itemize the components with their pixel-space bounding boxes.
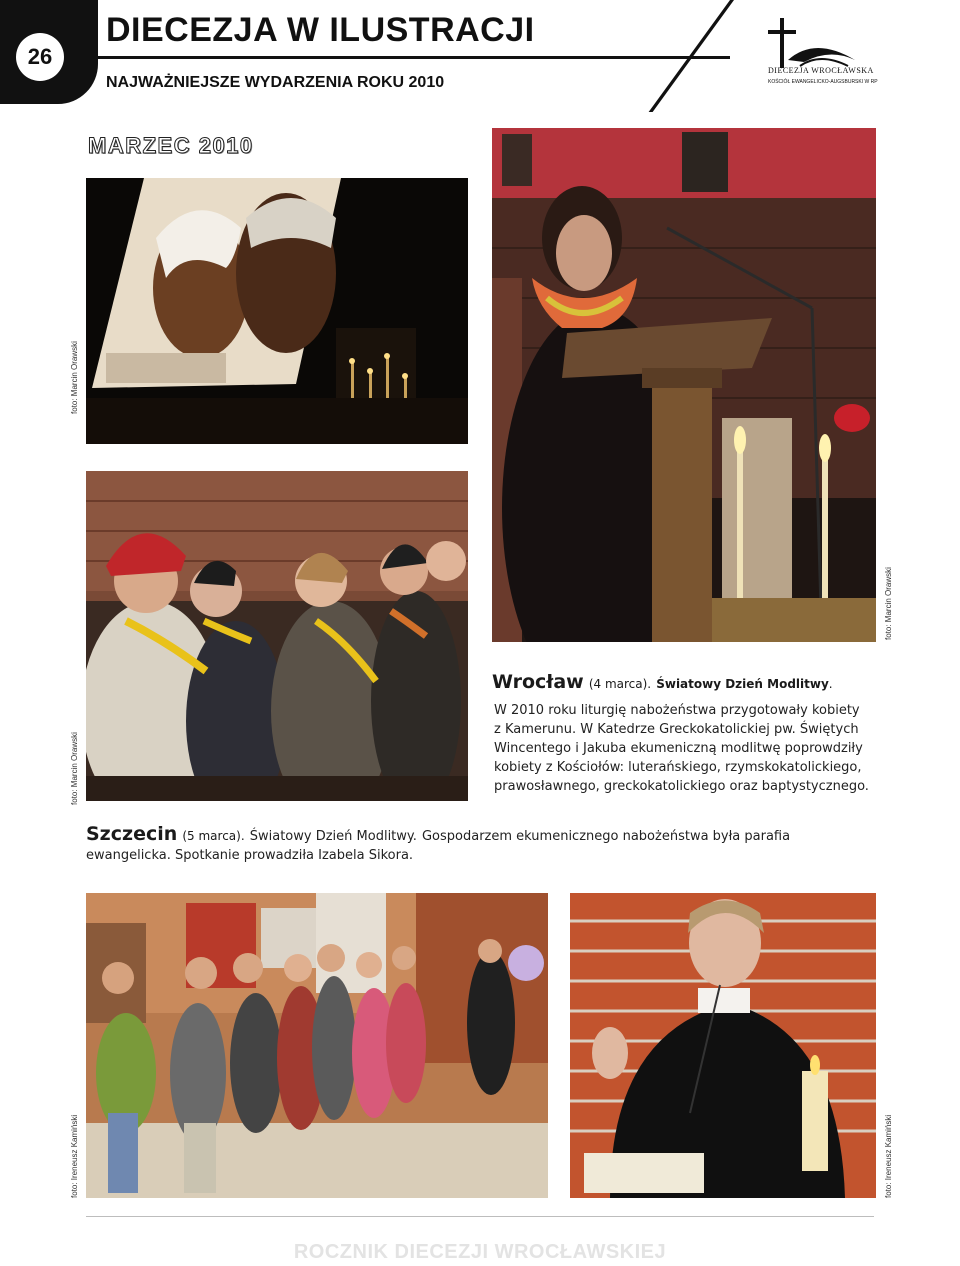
szczecin-line2: ewangelicka. Spotkanie prowadziła Izabela Sikora. <box>86 848 414 863</box>
photo-credit: foto: Marcin Orawski <box>70 341 79 414</box>
page-subtitle: NAJWAŻNIEJSZE WYDARZENIA ROKU 2010 <box>106 74 445 91</box>
szczecin-city: Szczecin <box>86 823 178 845</box>
photo-women-seated <box>86 471 468 801</box>
page-title: DIECEZJA W ILUSTRACJI <box>106 11 535 49</box>
szczecin-caption <box>86 823 876 865</box>
logo-tagline: KOŚCIÓŁ EWANGELICKO-AUGSBURSKI W RP <box>768 79 878 85</box>
szczecin-line1: Gospodarzem ekumenicznego nabożeństwa była parafia <box>421 829 791 844</box>
photo-women-seated-image <box>86 471 468 801</box>
photo-pastor-speaking <box>570 893 876 1198</box>
footer-text: ROCZNIK DIECEZJI WROCŁAWSKIEJ <box>293 1241 667 1263</box>
wroclaw-date: (4 marca). <box>588 677 652 691</box>
szczecin-date: (5 marca). <box>182 829 245 843</box>
wroclaw-line: kobiety z Kościołów: luterańskiego, rzymskokatolickiego, <box>494 760 862 775</box>
wroclaw-line: Wincentego i Jakuba ekumeniczną modlitwę poprowdziły <box>494 741 863 756</box>
wroclaw-caption-body <box>494 701 874 796</box>
photo-group-women-image <box>86 893 548 1198</box>
wroclaw-city: Wrocław <box>492 671 584 693</box>
photo-woman-lectern-image <box>492 128 876 642</box>
wroclaw-line: z Kamerunu. W Katedrze Greckokatolickiej pw. Świętych <box>494 722 859 737</box>
wroclaw-line: W 2010 roku liturgię nabożeństwa przygotowały kobiety <box>494 703 860 718</box>
wroclaw-event-end: . <box>828 677 833 691</box>
photo-pastor-speaking-image <box>570 893 876 1198</box>
photo-projection-screen <box>86 178 468 444</box>
szczecin-event: Światowy Dzień Modlitwy. <box>249 829 417 844</box>
szczecin-caption-line <box>86 823 876 846</box>
photo-projection-screen-image <box>86 178 468 444</box>
wroclaw-event: Światowy Dzień Modlitwy <box>656 677 829 691</box>
photo-credit: foto: Marcin Orawski <box>884 567 893 640</box>
wroclaw-caption-heading <box>492 671 833 693</box>
footer-rule <box>86 1216 874 1217</box>
photo-credit: foto: Ireneusz Kamiński <box>70 1114 79 1198</box>
header-rule <box>98 56 730 59</box>
wroclaw-line: prawosławnego, greckokatolickiego oraz baptystycznego. <box>494 779 869 794</box>
page-number: 26 <box>16 33 64 81</box>
photo-group-women <box>86 893 548 1198</box>
photo-credit: foto: Marcin Orawski <box>70 732 79 805</box>
photo-credit: foto: Ireneusz Kamiński <box>884 1114 893 1198</box>
logo-name: DIECEZJA WROCŁAWSKA <box>768 66 874 75</box>
section-month: MARZEC 2010 <box>88 133 254 158</box>
photo-woman-lectern <box>492 128 876 642</box>
